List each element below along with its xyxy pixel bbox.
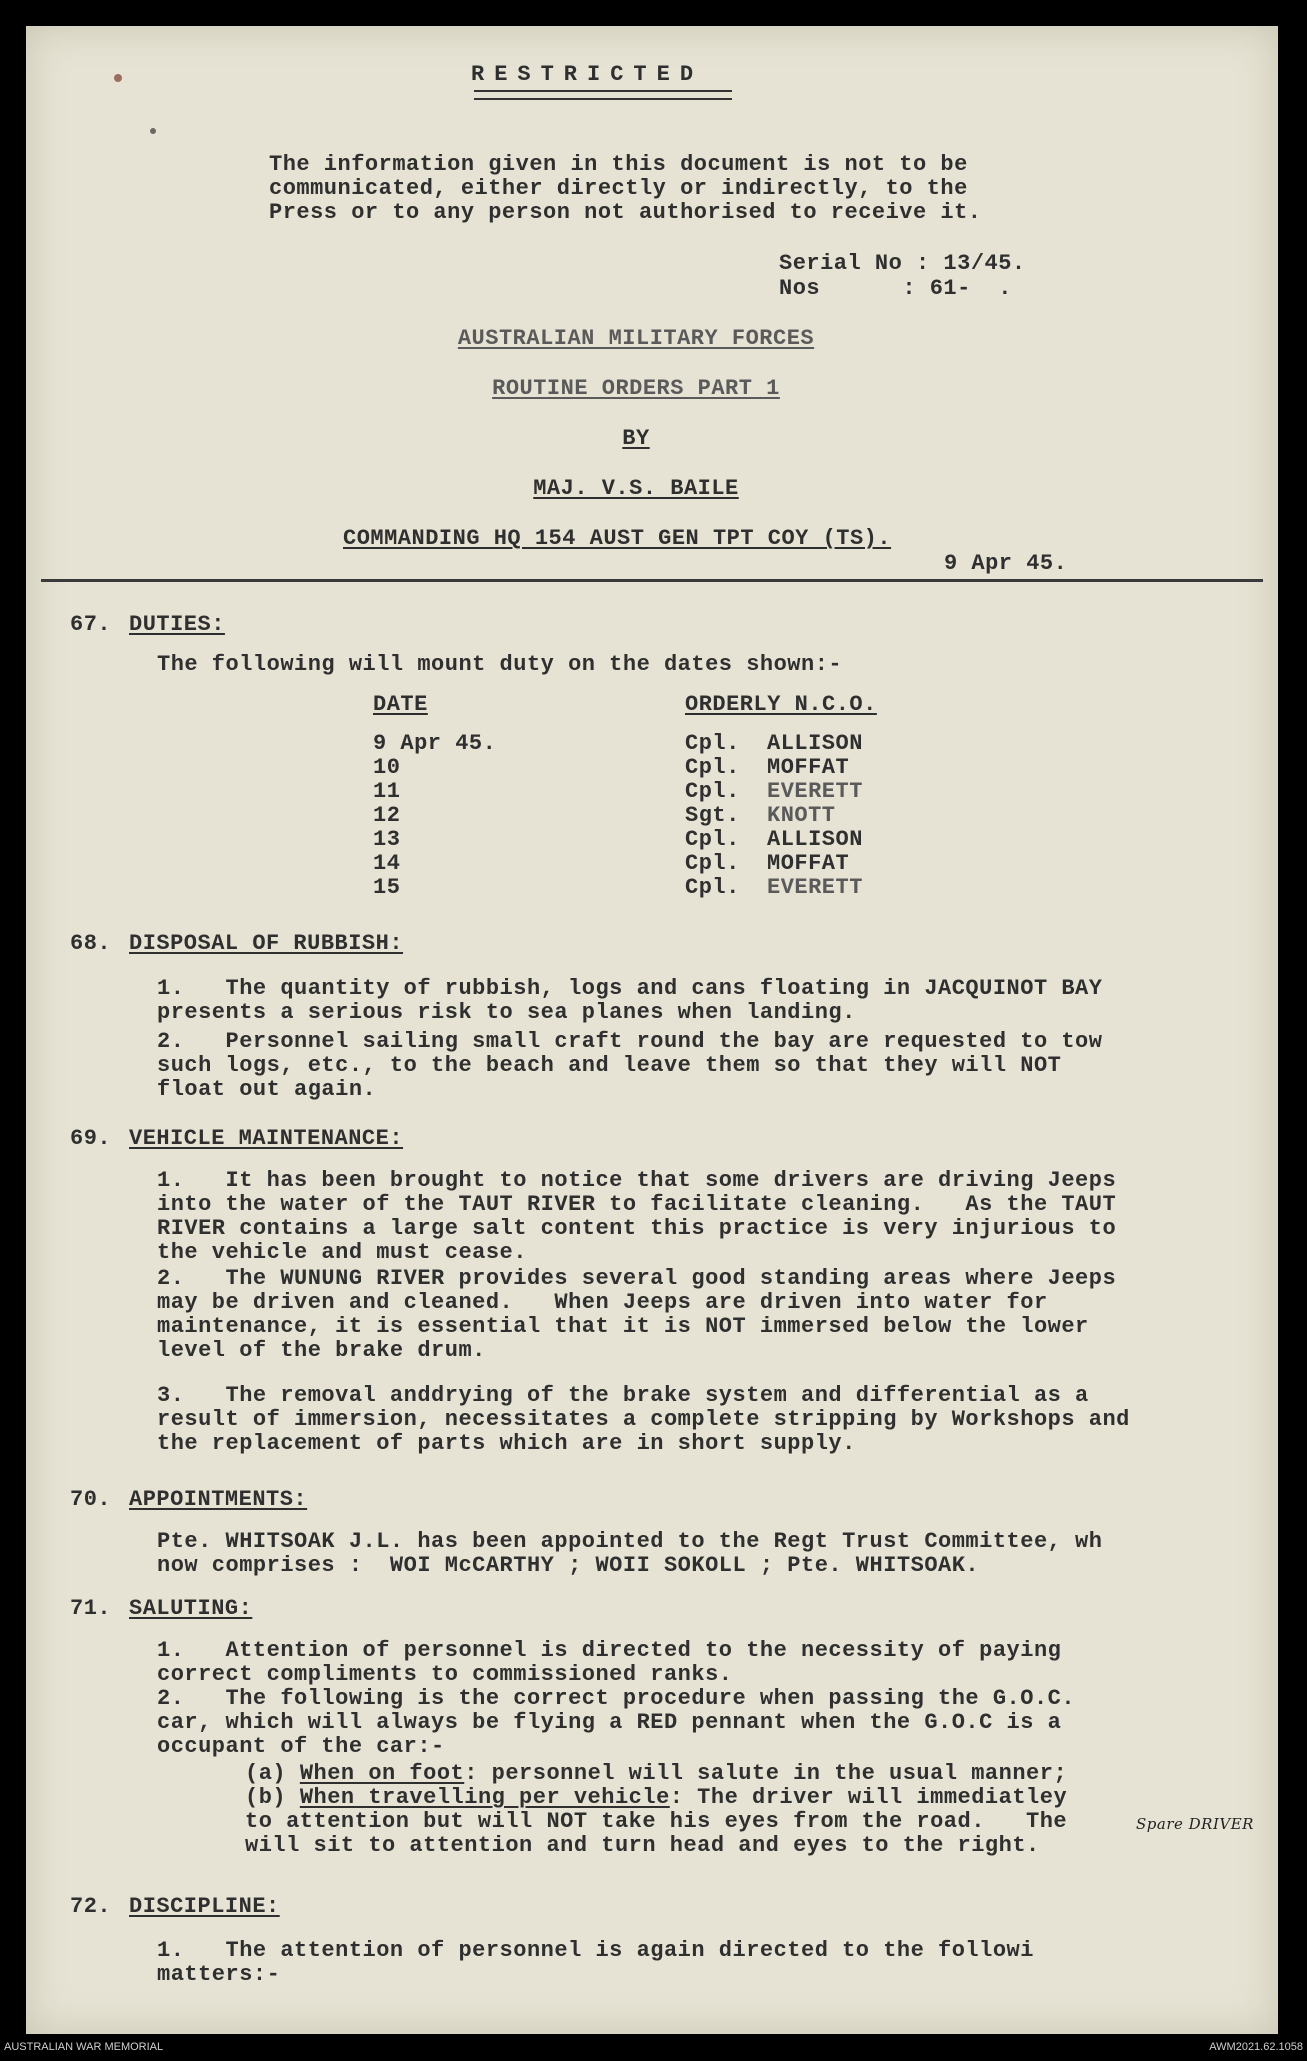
nos-number: Nos : 61- . xyxy=(779,276,1012,301)
sub-item xyxy=(245,1785,1067,1810)
ink-blot xyxy=(150,128,156,134)
order-heading: DUTIES: xyxy=(129,612,225,637)
header-divider xyxy=(41,579,1263,582)
roster-name: ALLISON xyxy=(767,827,863,852)
order-text: the replacement of parts which are in short supply. xyxy=(157,1431,856,1456)
roster-date: 15 xyxy=(373,875,401,900)
order-text: may be driven and cleaned. When Jeeps are driven into water for xyxy=(157,1290,1048,1315)
footer-accession: AWM2021.62.1058 xyxy=(1209,2041,1303,2053)
roster-rank: Cpl. xyxy=(685,875,740,900)
order-text: into the water of the TAUT RIVER to facilitate cleaning. As the TAUT xyxy=(157,1192,1117,1217)
double-underline xyxy=(474,90,732,100)
sub-text: : personnel will salute in the usual manner; xyxy=(464,1761,1068,1786)
notice-line: The information given in this document is not to be xyxy=(269,152,968,177)
order-text: occupant of the car:- xyxy=(157,1734,445,1759)
notice-line: communicated, either directly or indirectly, to the xyxy=(269,176,968,201)
order-number: 72. xyxy=(70,1894,112,1919)
notice-line: Press or to any person not authorised to receive it. xyxy=(269,200,982,225)
roster-rank: Cpl. xyxy=(685,755,740,780)
order-number: 71. xyxy=(70,1596,112,1621)
roster-rank: Sgt. xyxy=(685,803,740,828)
order-text: level of the brake drum. xyxy=(157,1338,486,1363)
roster-date: 9 Apr 45. xyxy=(373,731,497,756)
order-text: the vehicle and must cease. xyxy=(157,1240,527,1265)
order-number: 67. xyxy=(70,612,112,637)
roster-rank: Cpl. xyxy=(685,779,740,804)
order-text: 1. The attention of personnel is again directed to the followi xyxy=(157,1938,1034,1963)
roster-rank: Cpl. xyxy=(685,731,740,756)
order-text: 1. It has been brought to notice that some drivers are driving Jeeps xyxy=(157,1168,1117,1193)
orders-title: ROUTINE ORDERS PART 1 xyxy=(492,376,780,401)
officer-name: MAJ. V.S. BAILE xyxy=(533,476,739,501)
sub-text: : The driver will immediatley xyxy=(669,1785,1068,1810)
order-text: 2. Personnel sailing small craft round the bay are requested to tow xyxy=(157,1029,1103,1054)
roster-date: 14 xyxy=(373,851,401,876)
order-text: float out again. xyxy=(157,1077,377,1102)
order-text: to attention but will NOT take his eyes from the road. The xyxy=(245,1809,1068,1834)
roster-date: 13 xyxy=(373,827,401,852)
order-text: will sit to attention and turn head and eyes to the right. xyxy=(245,1833,1040,1858)
order-text: car, which will always be flying a RED pennant when the G.O.C is a xyxy=(157,1710,1062,1735)
roster-rank: Cpl. xyxy=(685,827,740,852)
roster-name: MOFFAT xyxy=(767,755,850,780)
order-number: 70. xyxy=(70,1487,112,1512)
order-heading: APPOINTMENTS: xyxy=(129,1487,308,1512)
table-header-date: DATE xyxy=(373,692,428,717)
roster-date: 11 xyxy=(373,779,401,804)
sub-label: When on foot xyxy=(299,1761,465,1786)
by-label: BY xyxy=(622,426,650,451)
order-heading: DISPOSAL OF RUBBISH: xyxy=(129,931,404,956)
document-date: 9 Apr 45. xyxy=(944,551,1068,576)
order-text: result of immersion, necessitates a complete stripping by Workshops and xyxy=(157,1407,1130,1432)
order-text: now comprises : WOI McCARTHY ; WOII SOKOLL ; Pte. WHITSOAK. xyxy=(157,1553,980,1578)
order-text: 2. The following is the correct procedure when passing the G.O.C. xyxy=(157,1686,1076,1711)
sub-prefix: (b) xyxy=(245,1785,300,1810)
roster-name: EVERETT xyxy=(767,875,863,900)
order-text: 2. The WUNUNG RIVER provides several good standing areas where Jeeps xyxy=(157,1266,1117,1291)
order-text: maintenance, it is essential that it is NOT immersed below the lower xyxy=(157,1314,1089,1339)
order-text: 3. The removal anddrying of the brake system and differential as a xyxy=(157,1383,1089,1408)
order-text: Pte. WHITSOAK J.L. has been appointed to the Regt Trust Committee, wh xyxy=(157,1529,1103,1554)
handwritten-annotation: Spare DRIVER xyxy=(1136,1815,1254,1833)
command-line: COMMANDING HQ 154 AUST GEN TPT COY (TS). xyxy=(343,526,892,551)
order-text: such logs, etc., to the beach and leave them so that they will NOT xyxy=(157,1053,1062,1078)
table-header-nco: ORDERLY N.C.O. xyxy=(685,692,877,717)
sub-prefix: (a) xyxy=(245,1761,300,1786)
order-number: 69. xyxy=(70,1126,112,1151)
sub-item xyxy=(245,1761,1067,1786)
roster-date: 10 xyxy=(373,755,401,780)
order-heading: SALUTING: xyxy=(129,1596,253,1621)
roster-name: MOFFAT xyxy=(767,851,850,876)
order-text: RIVER contains a large salt content this practice is very injurious to xyxy=(157,1216,1117,1241)
ink-blot xyxy=(114,74,122,82)
sub-label: When travelling per vehicle xyxy=(299,1785,670,1810)
order-text: 1. The quantity of rubbish, logs and cans floating in JACQUINOT BAY xyxy=(157,976,1103,1001)
roster-name: ALLISON xyxy=(767,731,863,756)
order-text: correct compliments to commissioned ranks. xyxy=(157,1662,733,1687)
order-text: The following will mount duty on the dates shown:- xyxy=(157,652,843,677)
roster-name: KNOTT xyxy=(767,803,836,828)
order-heading: DISCIPLINE: xyxy=(129,1894,280,1919)
order-text: matters:- xyxy=(157,1962,281,1987)
footer-source: AUSTRALIAN WAR MEMORIAL xyxy=(4,2041,164,2053)
roster-rank: Cpl. xyxy=(685,851,740,876)
restricted-title: RESTRICTED xyxy=(471,62,704,87)
organisation-title: AUSTRALIAN MILITARY FORCES xyxy=(457,326,815,351)
roster-name: EVERETT xyxy=(767,779,863,804)
roster-date: 12 xyxy=(373,803,401,828)
serial-number: Serial No : 13/45. xyxy=(779,251,1026,276)
order-heading: VEHICLE MAINTENANCE: xyxy=(129,1126,404,1151)
document-page xyxy=(26,26,1278,2034)
order-text: 1. Attention of personnel is directed to the necessity of paying xyxy=(157,1638,1062,1663)
order-number: 68. xyxy=(70,931,112,956)
order-text: presents a serious risk to sea planes when landing. xyxy=(157,1000,856,1025)
